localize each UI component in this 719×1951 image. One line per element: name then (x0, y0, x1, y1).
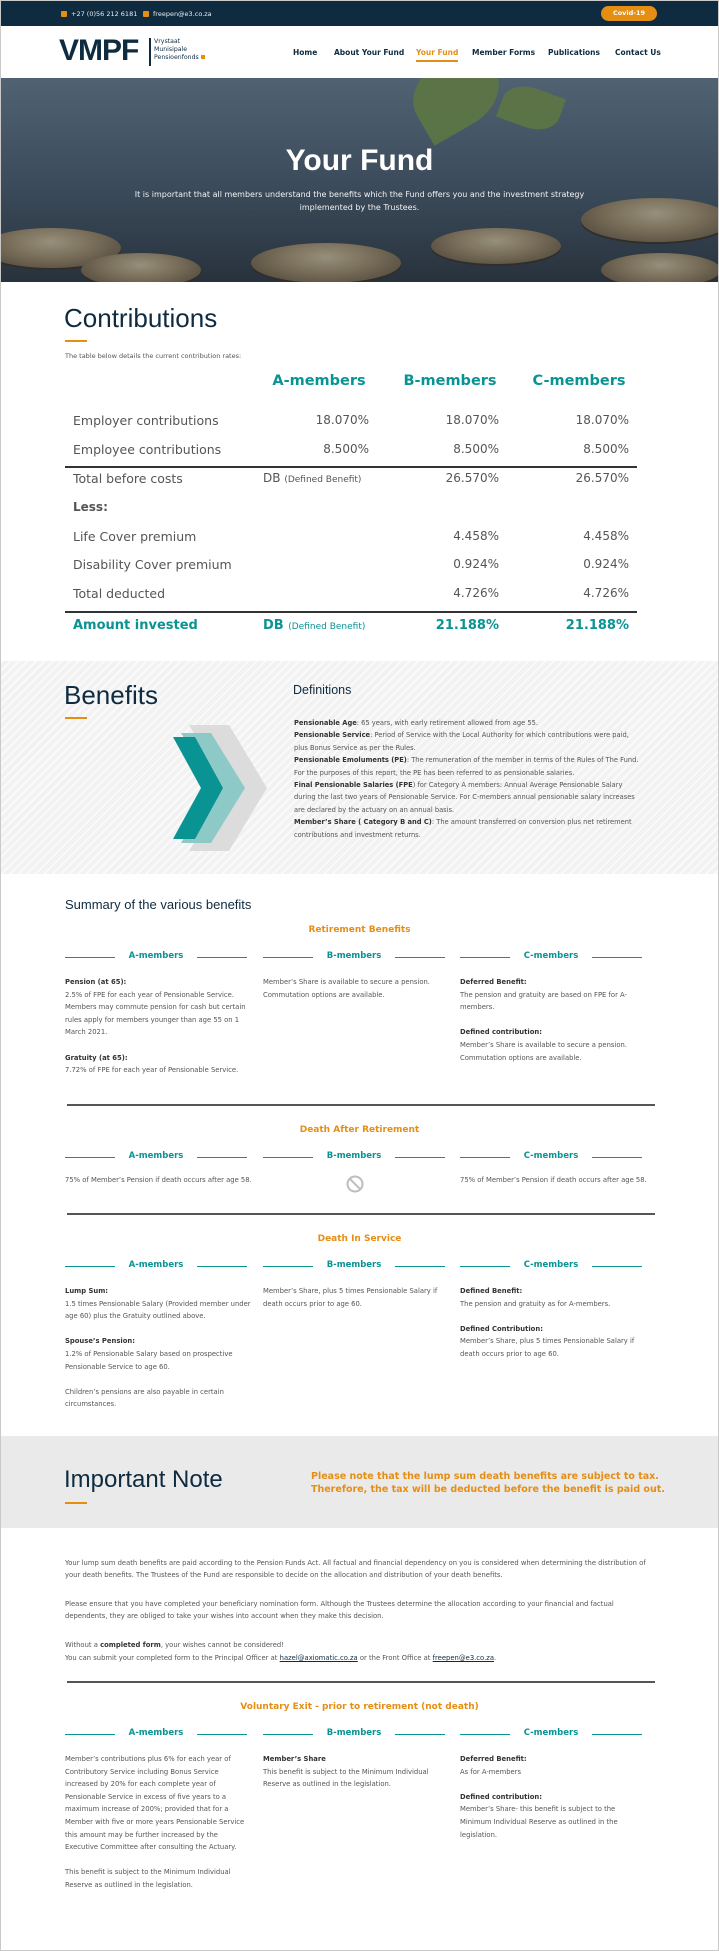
col-head-a: A-members (65, 1260, 247, 1272)
nav-contact-us[interactable]: Contact Us (615, 48, 661, 57)
not-applicable-icon (345, 1174, 365, 1194)
logo-mark: VMPF (59, 34, 139, 67)
cell-c: 4.458% (583, 529, 629, 543)
tax-notice: Please note that the lump sum death benefits are subject to tax. Therefore, the tax will be deducted before the benefit is paid out. (311, 1471, 665, 1495)
death-after-retirement-title: Death After Retirement (299, 1125, 420, 1135)
email-icon (143, 11, 149, 17)
nomination-paragraph: Please ensure that you have completed your beneficiary nomination form. Although the Trustees determine the allocation according to your financial and factual dependents, they are obliged to take your wishes into account when they make this decision. (65, 1600, 614, 1621)
row-label: Employee contributions (73, 442, 222, 457)
benefits-title: Benefits (64, 680, 158, 710)
death-after-c: 75% of Member’s Pension if death occurs after age 58. (460, 1176, 647, 1184)
table-rule (65, 466, 637, 468)
definition-item: Member’s Share ( Category B and C): The amount transferred on conversion plus net retirement contributions and investment returns. (294, 818, 632, 839)
death-after-a: 75% of Member’s Pension if death occurs after age 58. (65, 1176, 252, 1184)
cell-b: 0.924% (453, 557, 499, 571)
death-in-service-title: Death In Service (317, 1234, 402, 1244)
contributions-title: Contributions (64, 303, 218, 333)
phone-icon (61, 11, 67, 17)
voluntary-exit-title: Voluntary Exit - prior to retirement (not death) (240, 1702, 479, 1712)
col-head-b: B-members (263, 951, 445, 963)
col-head-a: A-members (65, 1728, 247, 1740)
cell-b: 4.726% (453, 586, 499, 600)
section-divider (67, 1213, 655, 1215)
col-head-a: A-members (272, 373, 366, 389)
death-service-a: Lump Sum: 1.5 times Pensionable Salary (Provided member under age 60) plus the Gratuity outlined above. Spouse’s Pension: 1.2% of Pensionable Salary based on prospective Pensionable Service to age 60. Children’s pensions are also payable in certain circumstances. (65, 1287, 251, 1409)
chevron-arrow-icon (171, 725, 271, 855)
voluntary-a: Member’s contributions plus 6% for each year of Contributory Service including Bonus Service increased by 20% for each complete year of Pensionable Service in excess of five years to a maximum increase of 200%; provided that for a Member with five or more years Pensionable Service this amount may be further increased by the Executive Committee after consulting the Actuary. This benefit is subject to the Minimum Individual Reserve as outlined in the legislation. (65, 1755, 245, 1889)
top-bar (1, 1, 718, 26)
hero-text: It is important that all members understand the benefits which the Fund offers you and the investment strategy implemented by the Trustees. (134, 190, 585, 212)
covid-button[interactable]: Covid-19 (601, 6, 657, 21)
col-head-b: B-members (263, 1728, 445, 1740)
contributions-intro: The table below details the current contribution rates: (65, 352, 242, 360)
important-note-title: Important Note (64, 1466, 223, 1493)
hero-title: Your Fund (285, 144, 434, 177)
death-service-c: Defined Benefit: The pension and gratuity as for A-members. Defined Contribution: Member’s Share, plus 5 times Pensionable Salary if death occurs prior to age 60. (460, 1287, 635, 1358)
cell-b: 26.570% (445, 471, 499, 485)
row-label: Life Cover premium (73, 529, 197, 544)
cell-c: 8.500% (583, 442, 629, 456)
cell-b: 18.070% (445, 413, 499, 427)
row-label: Disability Cover premium (73, 557, 232, 572)
cell-b: 4.458% (453, 529, 499, 543)
definitions-title: Definitions (293, 683, 352, 697)
logo-divider (149, 38, 151, 66)
summary-title: Summary of the various benefits (65, 897, 252, 912)
nav-member-forms[interactable]: Member Forms (472, 48, 536, 57)
cell-c: 26.570% (575, 471, 629, 485)
cell-b: 8.500% (453, 442, 499, 456)
completed-form-line: Without a completed form, your wishes cannot be considered! (65, 1641, 284, 1649)
cell-c: 18.070% (575, 413, 629, 427)
cell-c: 0.924% (583, 557, 629, 571)
nav-about-your-fund[interactable]: About Your Fund (334, 48, 405, 57)
cell-a: 8.500% (323, 442, 369, 456)
cell-a: DB (Defined Benefit) (263, 471, 362, 485)
definition-item: Pensionable Service: Period of Service with the Local Authority for which contributions were paid, plus Bonus Service as per the Rules. (294, 731, 629, 752)
nav-publications[interactable]: Publications (548, 48, 600, 57)
cell-c: 21.188% (565, 618, 629, 633)
col-head-a: A-members (65, 951, 247, 963)
email-info[interactable]: freepen@e3.co.za (143, 10, 212, 18)
hero-banner (1, 78, 718, 282)
definition-item: Pensionable Age: 65 years, with early retirement allowed from age 55. (294, 719, 538, 727)
logo-text: Vrystaat Munisipale Pensioenfonds (154, 38, 234, 61)
table-rule (65, 611, 637, 613)
row-label: Total before costs (73, 471, 183, 486)
col-head-b: B-members (263, 1260, 445, 1272)
col-head-c: C-members (532, 373, 626, 389)
voluntary-c: Deferred Benefit: As for A-members Defined contribution: Member’s Share- this benefit is subject to the Minimum Individual Reserve as outlined in the legislation. (460, 1755, 618, 1839)
nav-home[interactable]: Home (293, 48, 318, 57)
section-divider (67, 1104, 655, 1106)
row-label: Total deducted (73, 586, 166, 601)
col-head-c: C-members (460, 1260, 642, 1272)
row-label: Employer contributions (73, 413, 219, 428)
title-underline (65, 1502, 87, 1504)
voluntary-b: Member’s Share This benefit is subject to the Minimum Individual Reserve as outlined in the legislation. (263, 1755, 429, 1789)
col-head-b: B-members (263, 1151, 445, 1163)
phone-info[interactable]: +27 (0)56 212 6181 (61, 10, 137, 18)
col-head-b: B-members (403, 373, 497, 389)
col-head-a: A-members (65, 1151, 247, 1163)
definition-item: Pensionable Emoluments (PE): The remuneration of the member in terms of the Rules of The Fund. For the purposes of this report, the PE has been referred to as pensionable salaries. (294, 756, 639, 777)
title-underline (65, 340, 87, 342)
death-service-b: Member’s Share, plus 5 times Pensionable Salary if death occurs prior to age 60. (263, 1287, 438, 1308)
title-underline (65, 717, 87, 719)
retirement-b: Member’s Share is available to secure a pension. Commutation options are available. (263, 978, 430, 999)
principal-officer-email-link[interactable]: hazel@axiomatic.co.za (279, 1654, 358, 1662)
cell-a: DB (Defined Benefit) (263, 618, 366, 633)
col-head-c: C-members (460, 1151, 642, 1163)
cell-c: 4.726% (583, 586, 629, 600)
submit-form-line: You can submit your completed form to the Principal Officer at hazel@axiomatic.co.za or the Front Office at freepen@e3.co.za. (65, 1654, 497, 1662)
site-header (1, 26, 718, 78)
definitions-list (294, 717, 642, 841)
front-office-email-link[interactable]: freepen@e3.co.za (432, 1654, 494, 1662)
col-head-c: C-members (460, 951, 642, 963)
logo-dot (201, 55, 205, 59)
row-label: Amount invested (73, 618, 198, 633)
section-divider (67, 1681, 655, 1683)
row-label: Less: (73, 500, 108, 514)
retirement-benefits-title: Retirement Benefits (308, 925, 411, 935)
col-head-c: C-members (460, 1728, 642, 1740)
retirement-a: Pension (at 65): 2.5% of FPE for each year of Pensionable Service. Members may commute pension for cash but certain rules apply for members younger than age 55 on 1 March 2021. Gratuity (at 65): 7.72% of FPE for each year of Pensionable Service. (65, 978, 246, 1075)
retirement-c: Deferred Benefit: The pension and gratuity are based on FPE for A-members. Defined contribution: Member’s Share is available to secure a pension. Commutation options are available. (460, 978, 627, 1062)
cell-b: 21.188% (435, 618, 499, 633)
cell-a: 18.070% (315, 413, 369, 427)
nav-your-fund[interactable]: Your Fund (416, 48, 459, 57)
death-benefit-paragraph: Your lump sum death benefits are paid according to the Pension Funds Act. All factual and financial dependency on you is considered when determining the distribution of your death benefits. The Trustees of the Fund are responsible to decide on the allocation and distribution of your death benefits. (65, 1559, 646, 1580)
important-note-banner (1, 1436, 718, 1528)
definition-item: Final Pensionable Salaries (FPE) for Category A members: Annual Average Pensionable Salary during the last two years of Pensionable Service. For C-members annual pensionable salary increases are declared by the actuary on an annual basis. (294, 781, 635, 814)
